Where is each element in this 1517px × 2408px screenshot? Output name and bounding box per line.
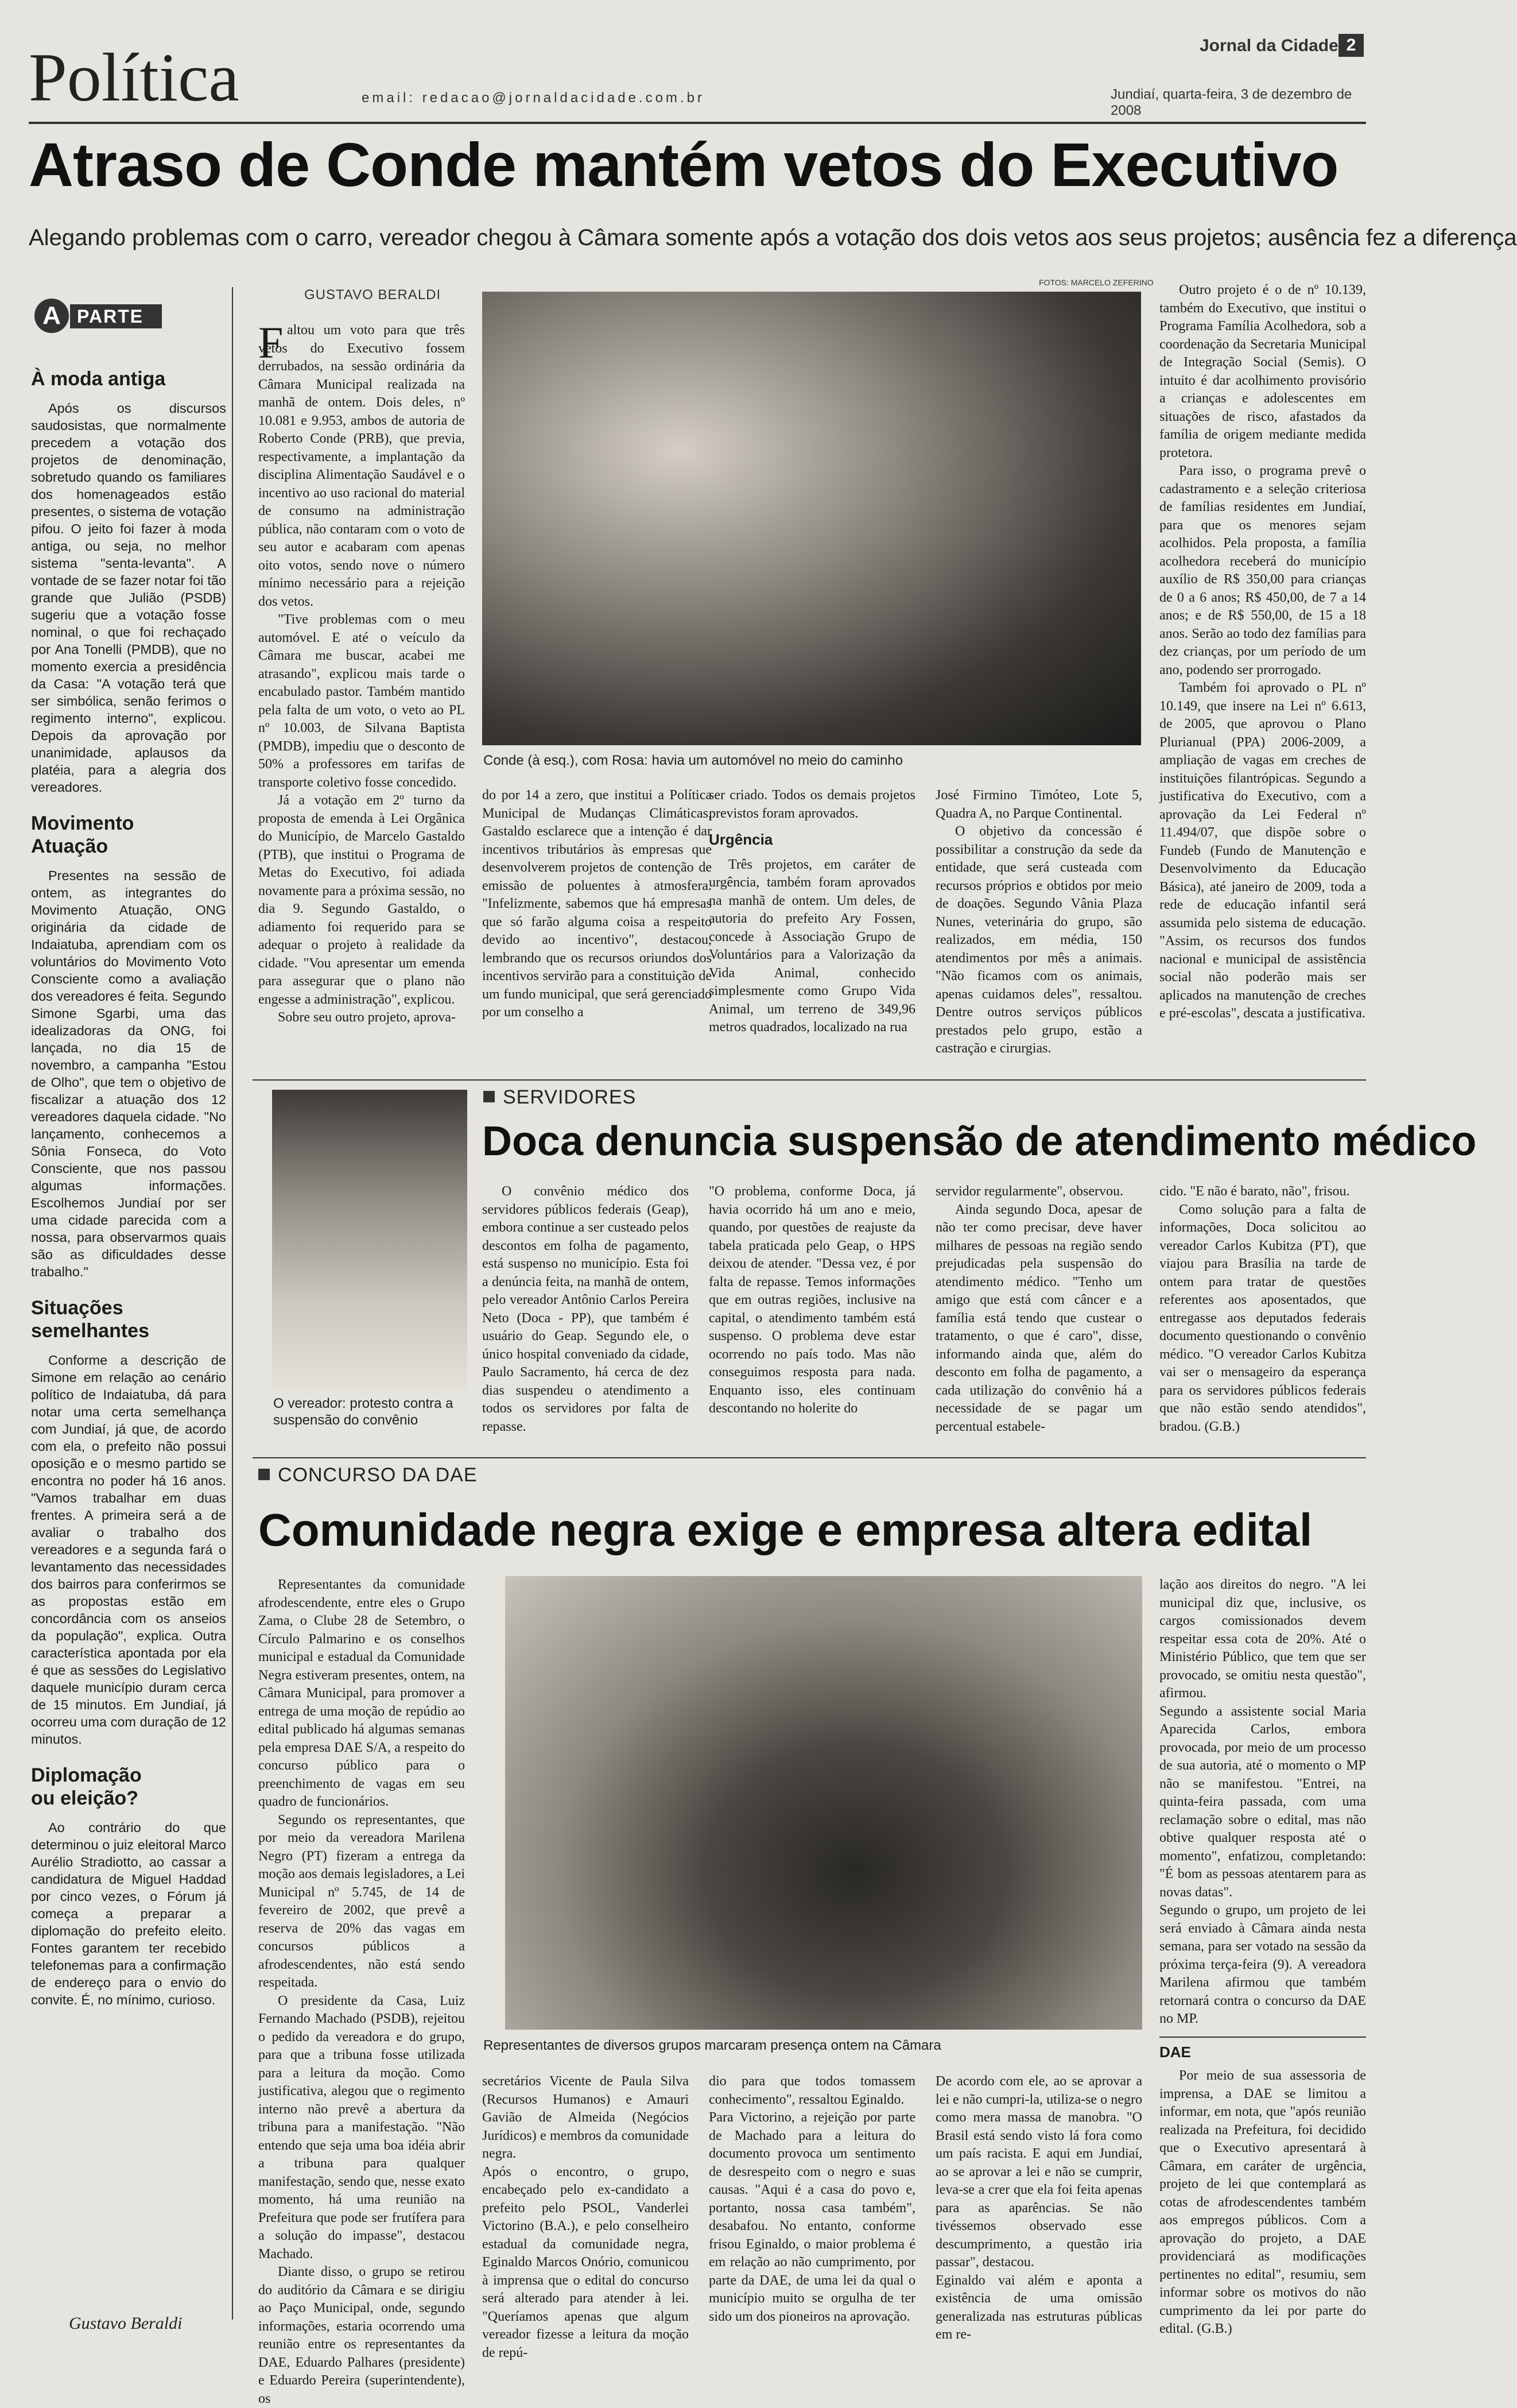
sidebar-section-2 <box>31 812 226 1280</box>
story2-col-1-p1: O convênio médico dos servidores públicos federais (Geap), embora continue a ser custeado pelos descontos em folha de pagamento, está suspenso no município. Esta foi a denúncia feita, na manhã de ontem, pelo vereador Antônio Carlos Pereira Neto (Doca - PP), que também é usuário do Geap. Segundo ele, o único hospital conveniado da cidade, Paulo Sacramento, há cerca de dez dias suspendeu o atendimento a todos os servidores por falta de repasse. <box>482 1184 689 1434</box>
story3-col-1 <box>258 1576 465 2406</box>
story3-col-3-p1: dio para que todos tomassem conhecimento", ressaltou Eginaldo. Para Victorino, a rejeição por parte de Machado para a leitura do documento provoca um sentimento de desrespeito com o negro e suas causas. "Aqui é a casa do povo e, portanto, nossa casa também", desabafou. No entanto, conforme frisou Eginaldo, o maior problema é em relação ao não cumprimento, por parte da DAE, de uma lei da qual o município muito se orgulha de ter sido um dos pioneiros na aprovação. <box>709 2074 915 2324</box>
section-title: Política <box>29 39 239 115</box>
main-deck: Alegando problemas com o carro, vereador chegou à Câmara somente após a votação dos dois vetos aos seus projetos; ausência fez a diferença <box>29 225 1517 250</box>
story2-rule <box>253 1079 1366 1081</box>
sidebar-section-1 <box>31 367 226 796</box>
main-col-3-p2: Três projetos, em caráter de urgência, também foram aprovados na manhã de ontem. Um deles, de autoria do prefeito Ary Fossen, concede à Associação Grupo de Voluntários para a Valorização da Vida Animal, conhecido simplesmente como Grupo Vida Animal, um terreno de 349,96 metros quadrados, localizado na rua <box>709 857 915 1035</box>
main-col-3-p1: ser criado. Todos os demais projetos previstos foram aprovados. <box>709 788 915 821</box>
main-col-4-p1: José Firmino Timóteo, Lote 5, Quadra A, no Parque Continental. <box>936 788 1142 821</box>
masthead-rule <box>29 122 1366 124</box>
main-col-5-p3: Também foi aprovado o PL nº 10.149, que insere na Lei nº 6.613, de 2005, que aprovou o Plano Plurianual (PPA) 2006-2009, a ampliação de vagas em creches de instituições filantrópicas. Segundo a justificativa do Executivo, com a aprovação da Lei Federal nº 11.494/07, que dispõe sobre o Fundeb (Fundo de Manutenção e Desenvolvimento da Educação Básica), até janeiro de 2009, toda a rede de educação infantil será assumida pelo sistema de educação. "Assim, os recursos dos fundos nacional e municipal de assistência social não poderão mais ser aplicados na manutenção de creches e pré-escolas", descata a justificativa. <box>1159 680 1366 1021</box>
story2-kicker-text: SERVIDORES <box>503 1086 637 1108</box>
main-col-1-p1: altou um voto para que três vetos do Executivo fossem derrubados, na sessão ordinária da Câmara Municipal realizada na manhã de ontem. Dois deles, nº 10.081 e 9.953, ambos de autoria de Roberto Conde (PRB), que previa, respectivamente, a implantação da disciplina Alimentação Saudável e o incentivo ao uso racional do material de consumo na administração pública, não contaram com o voto de seu autor e acabaram com apenas oito votos, sendo nove o número mínimo necessário para a rejeição dos vetos. <box>258 323 465 609</box>
story2-photo <box>272 1090 467 1388</box>
paper-name: Jornal da Cidade <box>1200 36 1338 55</box>
sidebar-signature: Gustavo Beraldi <box>69 2314 183 2333</box>
sidebar-logo-letter: A <box>34 299 69 333</box>
sidebar-title-3: Situações semelhantes <box>31 1297 149 1342</box>
story3-col-2-p1: secretários Vicente de Paula Silva (Recursos Humanos) e Amauri Gavião de Almeida (Negócios Jurídicos) e membros da comunidade negra. Após o encontro, o grupo, encabeçado pelo ex-candidato a prefeito pelo PSOL, Vanderlei Victorino (B.A.), e pelo conselheiro estadual da comunidade negra, Eginaldo Marcos Onório, comunicou à imprensa que o edital do concurso será alterado para atender à lei. "Queríamos apenas que algum vereador fizesse a leitura da moção de repú- <box>482 2074 689 2360</box>
main-photo <box>482 292 1141 745</box>
story3-kicker <box>258 1464 478 1486</box>
sidebar-text-3: Conforme a descrição de Simone em relação ao cenário político de Indaiatuba, dá para notar uma certa semelhança com Jundiaí, já que, de acordo com ela, o prefeito não possui oposição e o mesmo partido se encontra no poder há 16 anos. "Vamos trabalhar em duas frentes. A primeira será a de avaliar o trabalho dos vereadores e a segunda fará o levantamento das necessidades dos bairros para conferirmos se as propostas estão em concordância com os anseios da população", explica. Outra característica apontada por ela é que as sessões do Legislativo daquele município duram cerca de 15 minutos. Em Jundiaí, já ocorreu uma com duração de 12 minutos. <box>31 1353 226 1747</box>
story2-col-3-p2: Ainda segundo Doca, apesar de não ter como precisar, deve haver milhares de pessoas na região sendo prejudicadas pela suspensão do atendimento médico. "Tenho um amigo que está com câncer e a família está tendo que custear o tratamento, o que é caro", disse, informando ainda que, além do desconto em folha de pagamento, a cada utilização do convênio há a necessidade de se pagar um percentual estabele- <box>936 1202 1142 1434</box>
sidebar-section-4 <box>31 1764 226 2008</box>
sidebar-text-2: Presentes na sessão de ontem, as integrantes do Movimento Atuação, ONG originária da cidade de Indaiatuba, aprendiam com os voluntários do Movimento Voto Consciente como a avaliação dos vereadores é feita. Segundo Simone Sgarbi, uma das idealizadoras da ONG, foi lançada, no dia 15 de novembro, a campanha "Estou de Olho", que tem o objetivo de fiscalizar a atuação dos 12 vereadores daquela cidade. "No lançamento, conhecemos a Sônia Fonseca, do Voto Consciente, que nos passou algumas informações. Escolhemos Jundiaí por ser uma cidade parecida com a nossa, para observarmos quais são as dificuldades desse trabalho." <box>31 868 226 1279</box>
story2-photo-caption: O vereador: protesto contra a suspensão do convênio <box>273 1396 453 1428</box>
story3-col-5-p2: Por meio de sua assessoria de imprensa, a DAE se limitou a informar, em nota, que "após reunião realizada na Prefeitura, foi decidido que o Executivo apresentará à Câmara, em caráter de urgência, projeto de lei que contemplará as cotas de afrodescendentes também aos empregos públicos. Com a aprovação do projeto, a DAE providenciará as modificações pertinentes no edital", resumiu, sem informar sobre os motivos do não cumprimento da lei por parte do edital. (G.B.) <box>1159 2068 1366 2336</box>
story3-col-3 <box>709 2073 915 2348</box>
email-line: email: redacao@jornaldacidade.com.br <box>362 90 705 106</box>
main-col-4 <box>936 787 1142 1097</box>
story3-col-4-p1: De acordo com ele, ao se aprovar a lei e não cumpri-la, utiliza-se o negro como mera massa de manobra. "O Brasil está sendo visto lá fora como um país racista. E aqui em Jundiaí, ao se aprovar a lei e não se cumprir, leva-se a crer que ela foi feita apenas para as aparências. Se não tivéssemos observado esse descumprimento, a questão iria passar", destacou. Eginaldo vai além e aponta a existência de uma omissão generalizada nas estruturas públicas em re- <box>936 2074 1142 2342</box>
main-headline: Atraso de Conde mantém vetos do Executivo <box>29 130 1338 199</box>
sidebar-section-3 <box>31 1296 226 1748</box>
story2-col-4-p1: cido. "E não é barato, não", frisou. <box>1159 1184 1350 1199</box>
story3-col-1-p4: Diante disso, o grupo se retirou do auditório da Câmara e se dirigiu ao Paço Municipal, onde, segundo informações, estaria ocorrendo uma reunião entre os representantes da DAE, Eduardo Palhares (presidente) e Eduardo Pereira (superintendente), os <box>258 2264 465 2406</box>
story2-kicker <box>483 1086 636 1109</box>
story3-col-5 <box>1159 1576 1366 2348</box>
story3-col-1-p3: O presidente da Casa, Luiz Fernando Machado (PSDB), rejeitou o pedido da vereadora e do grupo, para que a tribuna fosse utilizada para a leitura da moção. Como justificativa, alegou que o regimento interno não prevê a abertura da tribuna para a manifestação. "Não entendo que seja uma boa idéia abrir a tribuna para qualquer manifestação, sendo que, nesse exato momento, há uma reunião na Prefeitura que pode ser frutífera para a solução do impasse", destacou Machado. <box>258 1993 465 2262</box>
story2-col-2 <box>709 1183 915 1447</box>
story3-col-1-p2: Segundo os representantes, que por meio da vereadora Marilena Negro (PT) fizeram a entrega da moção aos demais legisladores, a Lei Municipal nº 5.745, de 14 de fevereiro de 2002, que prevê a reserva de 20% das vagas em concursos públicos a afrodescendentes, não está sendo respeitada. <box>258 1812 465 1990</box>
story3-col-5-p1: lação aos direitos do negro. "A lei municipal diz que, inclusive, os cargos comissionados devem respeitar essa cota de 20%. Até o Ministério Público, que tem que ser provocado, se omitiu nesta questão", afirmou. Segundo a assistente social Maria Aparecida Carlos, embora provocada, por meio de um processo de sua autoria, até o momento o MP não se manifestou. "Entrei, na quinta-feira passada, com uma reclamação sobre o edital, mas não obtive qualquer resposta até o momento", enfatizou, completando: "É bom as pessoas atentarem para as novas datas". Segundo o grupo, um projeto de lei será enviado à Câmara ainda nesta semana, para ser votado na sessão da próxima terça-feira (9). A vereadora Marilena afirmou que também retornará contra o concurso da DAE no MP. <box>1159 1577 1366 2026</box>
story2-headline: Doca denuncia suspensão de atendimento médico <box>482 1118 1477 1164</box>
main-col-3 <box>709 787 915 1097</box>
story3-kicker-text: CONCURSO DA DAE <box>278 1464 478 1486</box>
sidebar-title-1: À moda antiga <box>31 368 166 390</box>
story3-headline: Comunidade negra exige e empresa altera edital <box>258 1504 1313 1555</box>
sidebar-title-2: Movimento Atuação <box>31 812 134 857</box>
story3-col-4 <box>936 2073 1142 2348</box>
issue-date: Jundiaí, quarta-feira, 3 de dezembro de 2008 <box>1111 87 1352 118</box>
story2-col-1 <box>482 1183 689 1447</box>
main-col-4-p2: O objetivo da concessão é possibilitar a construção da sede da entidade, que será custeada com recursos próprios e obtidos por meio de doações. Segundo Vânia Plaza Nunes, veterinária do grupo, são realizados, em média, 150 atendimentos por mês a animais. "Não ficamos com os animais, apenas cuidamos deles", ressaltou. Dentre outros serviços públicos prestados pelo grupo, estão a castração e cirurgias. <box>936 824 1142 1056</box>
story2-col-2-p1: "O problema, conforme Doca, já havia ocorrido há um ano e meio, quando, por questões de reajuste da tabela praticada pelo Geap, o HPS deixou de atender. "Dessa vez, é por falta de repasse. Temos informações que em outras regiões, inclusive na capital, o atendimento também está suspenso. O problema deve estar ocorrendo no país todo. Mas não conseguimos resposta para nada. Enquanto isso, eles continuam descontando no holerite do <box>709 1184 915 1416</box>
sidebar-logo-word: PARTE <box>70 304 162 328</box>
sidebar-logo <box>29 299 166 333</box>
story2-kicker-square <box>483 1091 495 1102</box>
main-col-2-p1: do por 14 a zero, que institui a Política Municipal de Mudanças Climáticas, Gastaldo esclarece que a intenção é dar incentivos tributários às empresas que desenvolverem projetos de contenção de emissão de poluentes à atmosfera. "Infelizmente, sabemos que há empresas que só farão alguma coisa a respeito devido ao incentivo", destacou, lembrando que os recursos oriundos dos incentivos servirão para a constituição de um fundo municipal, que será gerenciado por um conselho a <box>482 788 712 1020</box>
main-col-2 <box>482 787 712 1097</box>
story2-col-3 <box>936 1183 1142 1447</box>
story2-col-4-p2: Como solução para a falta de informações, Doca solicitou ao vereador Carlos Kubitza (PT), que viajou para Brasília na tarde de ontem para tratar de questões referentes aos aposentados, que entregasse aos deputados federais documento questionando o convênio médico. "O vereador Carlos Kubitza vai ser o mensageiro da esperança para os servidores públicos federais que não estão sendo atendidos", bradou. (G.B.) <box>1159 1202 1366 1434</box>
masthead <box>23 32 1366 123</box>
main-col-1-p2: "Tive problemas com o meu automóvel. E até o veículo da Câmara me buscar, acabei me atrasando", explicou mais tarde o encabulado pastor. Também mantido pela falta de um voto, o veto ao PL nº 10.003, de Silvana Baptista (PMDB), impediu que o desconto de 50% a professores em tarifas de transporte coletivo fosse concedido. <box>258 612 465 790</box>
story3-rule <box>253 1457 1366 1458</box>
main-col-5-p2: Para isso, o programa prevê o cadastramento e a seleção criteriosa de famílias residentes em Jundiaí, para que os menores sejam acolhidos. Pela proposta, a família acolhedora receberá do município auxílio de R$ 350,00 para crianças de 0 a 6 anos; R$ 450,00, de 7 a 14 anos; e de R$ 550,00, de 15 a 18 anos. Serão ao todo dez famílias para dez crianças, por um período de um ano, podendo ser prorrogado. <box>1159 463 1366 678</box>
story2-col-3-p1: servidor regularmente", observou. <box>936 1184 1124 1199</box>
story3-kicker-square <box>258 1469 270 1480</box>
story2-col-4 <box>1159 1183 1366 1447</box>
story3-photo <box>505 1576 1142 2030</box>
page-number: 2 <box>1338 34 1364 57</box>
main-byline: GUSTAVO BERALDI <box>304 287 441 303</box>
main-photo-caption: Conde (à esq.), com Rosa: havia um automóvel no meio do caminho <box>483 753 903 768</box>
main-col-1-p3: Já a votação em 2º turno da proposta de emenda à Lei Orgânica do Município, de Marcelo Gastaldo (PTB), que institui o Programa de Metas do Executivo, foi adiada novamente para a próxima sessão, no dia 9. Segundo Gastaldo, o adiamento foi requerido para se adequar o projeto à realidade da cidade. "Vou apresentar um emenda para assegurar que o plano não engesse a administração", explicou. <box>258 793 465 1007</box>
main-col-1-p4: Sobre seu outro projeto, aprova- <box>278 1010 456 1025</box>
main-drop-cap: F <box>258 318 284 367</box>
main-col-3-subhead: Urgência <box>709 831 773 848</box>
dae-rule <box>1159 2037 1366 2038</box>
story3-col-2 <box>482 2073 689 2360</box>
main-col-1 <box>258 318 465 1094</box>
story3-col-1-p1: Representantes da comunidade afrodescendente, entre eles o Grupo Zama, o Clube 28 de Setembro, o Círculo Palmarino e os conselhos municipal e estadual da Comunidade Negra estiveram presentes, ontem, na Câmara Municipal, para promover a entrega de uma moção de repúdio ao edital publicado há algumas semanas pela empresa DAE S/A, a respeito do concurso público para o preenchimento de vagas em seu quadro de funcionários. <box>258 1577 465 1809</box>
sidebar-divider <box>232 287 233 2320</box>
main-col-5-p1: Outro projeto é o de nº 10.139, também do Executivo, que institui o Programa Família Acolhedora, sob a coordenação da Secretaria Municipal de Integração Social (Semis). O intuito é dar acolhimento provisório a crianças e adolescentes em situações de risco, afastados da família de origem mediante medida protetora. <box>1159 282 1366 460</box>
sidebar-text-1: Após os discursos saudosistas, que normalmente precedem a votação dos projetos de denominação, sobretudo quando os familiares dos homenageados estão presentes, o sistema de votação pifou. O jeito foi fazer à moda antiga, ou seja, no melhor sistema "senta-levanta". A vontade de se fazer notar foi tão grande que Julião (PSDB) sugeriu que a votação fosse nominal, o que foi rechaçado por Ana Tonelli (PMDB), que no momento exercia a presidência da Casa: "A votação terá que ser simbólica, senão ferimos o regimento interno", explicou. Depois da aprovação por unanimidade, aplausos da platéia, para a alegria dos vereadores. <box>31 401 226 795</box>
sidebar-title-4: Diplomação ou eleição? <box>31 1764 142 1809</box>
story3-photo-caption: Representantes de diversos grupos marcaram presença ontem na Câmara <box>483 2038 941 2053</box>
sidebar-text-4: Ao contrário do que determinou o juiz eleitoral Marco Aurélio Stradiotto, ao cassar a candidatura de Miguel Haddad por cinco vezes, o Fórum já começa a preparar a diplomação do prefeito eleito. Fontes garantem ter recebido telefonemas para a confirmação de endereço para o envio do convite. É, no mínimo, curioso. <box>31 1820 226 2007</box>
dae-subhead: DAE <box>1159 2043 1191 2061</box>
main-photo-credit: FOTOS: MARCELO ZEFERINO <box>1039 278 1154 287</box>
sidebar-column <box>31 367 226 2291</box>
main-col-5 <box>1159 281 1366 1100</box>
